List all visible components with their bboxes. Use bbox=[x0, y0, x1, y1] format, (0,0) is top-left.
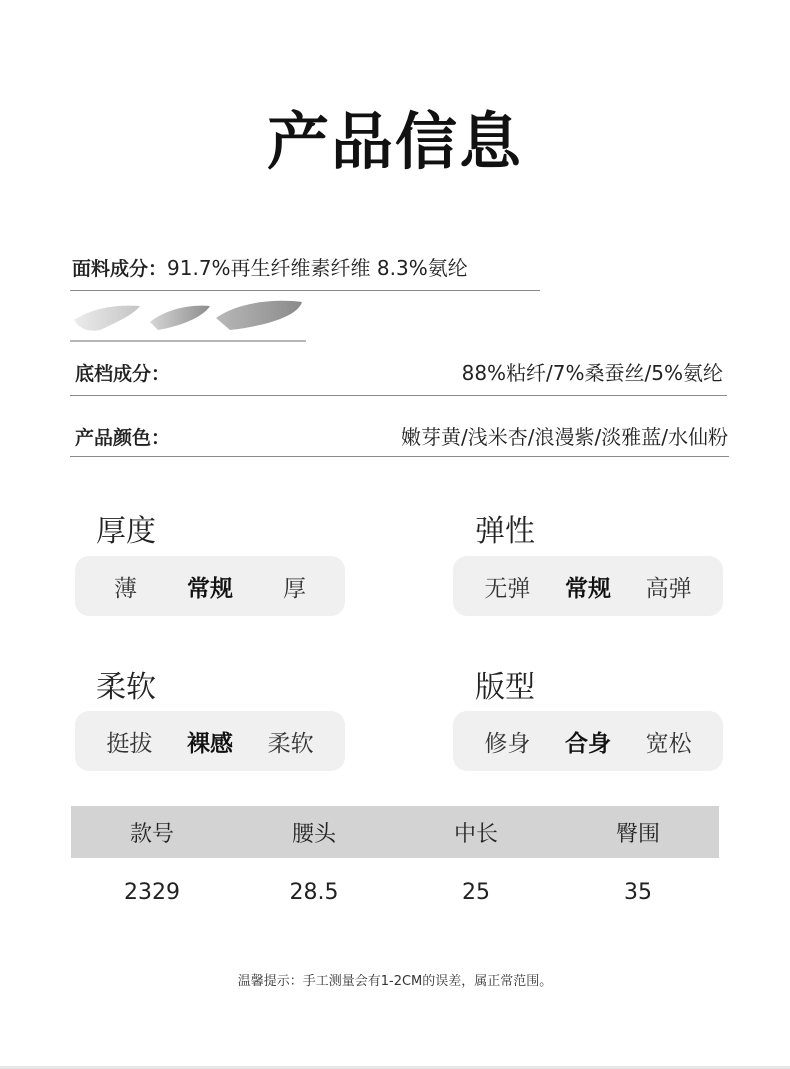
fit-scale bbox=[453, 711, 723, 771]
thickness-title: 厚度 bbox=[96, 514, 156, 549]
measurement-note: 温馨提示：手工测量会有1-2CM的误差，属正常范围。 bbox=[237, 974, 553, 989]
thickness-option: 厚 bbox=[283, 575, 306, 602]
color-label: 产品颜色： bbox=[75, 427, 171, 449]
cell-length: 25 bbox=[462, 879, 490, 905]
header-waist: 腰头 bbox=[291, 821, 336, 847]
elasticity-option: 无弹 bbox=[484, 575, 531, 602]
thickness-option: 薄 bbox=[114, 575, 137, 602]
lining-value: 88%粘纤/7%桑蚕丝/5%氨纶 bbox=[461, 361, 723, 385]
thickness-option-selected: 常规 bbox=[187, 575, 233, 602]
elasticity-title: 弹性 bbox=[475, 514, 535, 549]
size-table-row bbox=[71, 866, 719, 918]
size-table-header bbox=[71, 806, 719, 858]
lining-label: 底档成分： bbox=[75, 363, 171, 385]
color-value: 嫩芽黄/浅米杏/浪漫紫/淡雅蓝/水仙粉 bbox=[401, 425, 728, 449]
softness-option: 挺拔 bbox=[106, 730, 153, 757]
header-length: 中长 bbox=[453, 821, 498, 847]
brush-stroke-graphic bbox=[70, 292, 310, 342]
softness-option-selected: 裸感 bbox=[186, 730, 233, 757]
page-title: 产品信息 bbox=[266, 105, 523, 178]
fabric-row bbox=[72, 252, 468, 281]
header-style-no: 款号 bbox=[129, 821, 174, 847]
elasticity-option-selected: 常规 bbox=[564, 575, 611, 602]
lining-divider bbox=[70, 395, 727, 396]
color-divider bbox=[70, 456, 729, 457]
fabric-label: 面料成分： bbox=[72, 258, 168, 280]
softness-scale bbox=[75, 711, 345, 771]
fit-option-selected: 合身 bbox=[564, 730, 611, 757]
softness-option: 柔软 bbox=[267, 730, 314, 757]
elasticity-option: 高弹 bbox=[645, 575, 692, 602]
fit-option: 宽松 bbox=[645, 730, 692, 757]
fit-title: 版型 bbox=[475, 670, 535, 705]
fabric-value: 91.7%再生纤维素纤维 8.3%氨纶 bbox=[167, 256, 468, 280]
fabric-divider bbox=[70, 290, 540, 291]
cell-style-no: 2329 bbox=[124, 879, 180, 905]
cell-hip: 35 bbox=[624, 879, 652, 905]
header-hip: 臀围 bbox=[615, 821, 660, 847]
softness-title: 柔软 bbox=[96, 670, 156, 705]
fit-option: 修身 bbox=[484, 730, 531, 757]
elasticity-scale bbox=[453, 556, 723, 616]
thickness-scale bbox=[75, 556, 345, 616]
cell-waist: 28.5 bbox=[289, 879, 339, 905]
